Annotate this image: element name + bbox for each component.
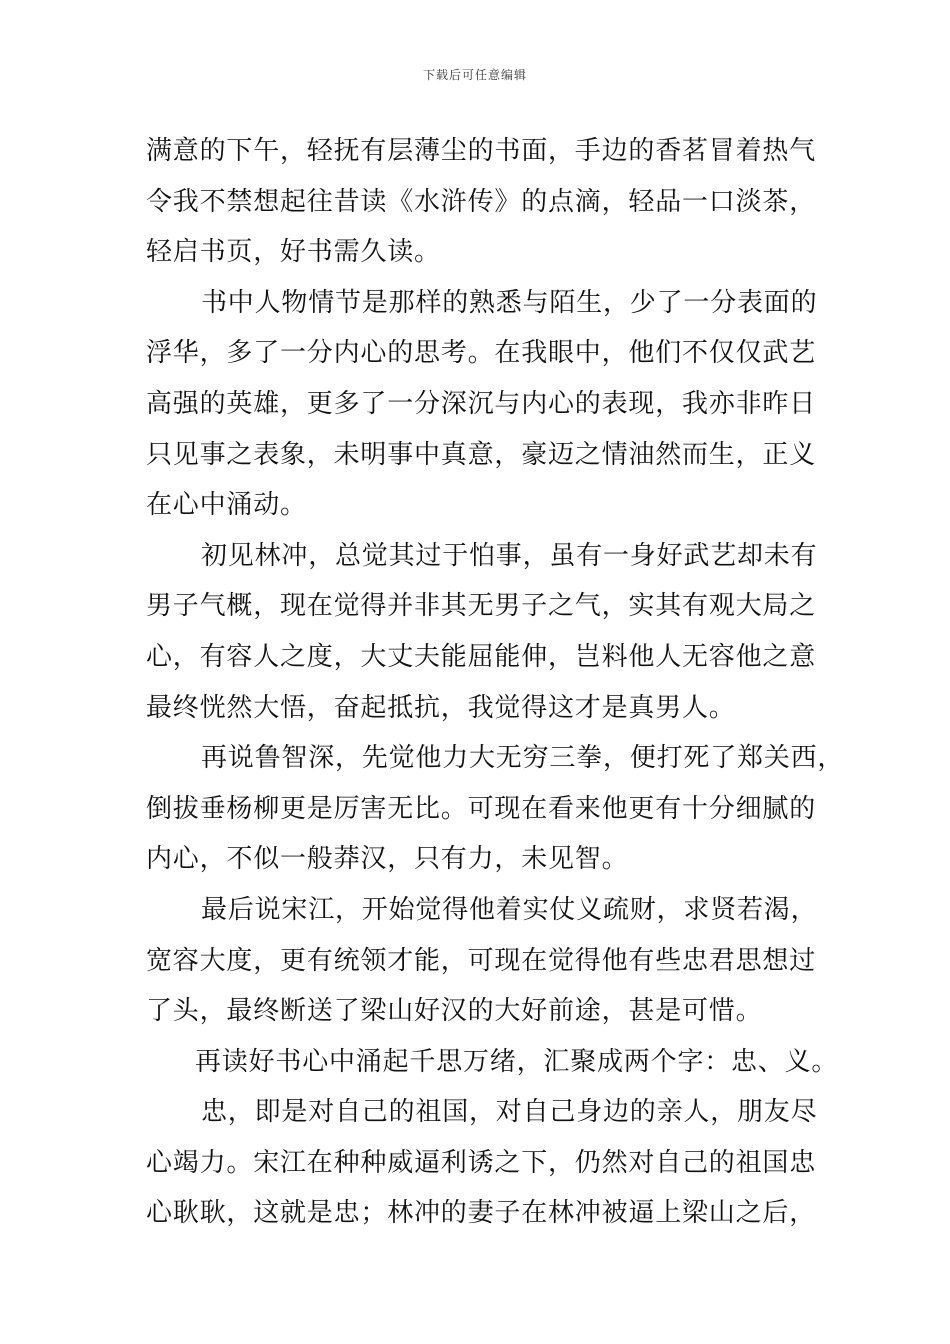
paragraph-5-line-3: 了头，最终断送了梁山好汉的大好前途，甚是可惜。: [146, 996, 763, 1027]
paragraph-4-line-1: 再说鲁智深，先觉他力大无穷三拳，便打死了郑关西，: [201, 743, 845, 774]
document-body: [146, 132, 845, 1245]
paragraph-2-line-1: 书中人物情节是那样的熟悉与陌生，少了一分表面的: [201, 287, 818, 318]
paragraph-5-line-2: 宽容大度，更有统领才能，可现在觉得他有些忠君思想过: [146, 945, 817, 976]
paragraph-3-line-4: 最终恍然大悟，奋起抵抗，我觉得这才是真男人。: [146, 692, 736, 723]
paragraph-1-line-2: 令我不禁想起往昔读《水浒传》的点滴，轻品一口淡茶，: [146, 186, 817, 217]
paragraph-3-line-2: 男子气概，现在觉得并非其无男子之气，实其有观大局之: [146, 591, 817, 622]
paragraph-7-line-2: 心竭力。宋江在种种威逼利诱之下，仍然对自己的祖国忠: [146, 1147, 817, 1178]
paragraph-3-line-1: 初见林冲，总觉其过于怕事，虽有一身好武艺却未有: [201, 540, 818, 571]
paragraph-2-line-2: 浮华，多了一分内心的思考。在我眼中，他们不仅仅武艺: [146, 338, 817, 369]
paragraph-2-line-4: 只见事之表象，未明事中真意，豪迈之情油然而生，正义: [146, 439, 817, 470]
paragraph-6-line-1: 再读好书心中涌起千思万绪，汇聚成两个字：忠、义。: [195, 1046, 839, 1077]
paragraph-1-line-3: 轻启书页，好书需久读。: [146, 237, 441, 268]
paragraph-2-line-3: 高强的英雄，更多了一分深沉与内心的表现，我亦非昨日: [146, 388, 817, 419]
paragraph-3-line-3: 心，有容人之度，大丈夫能屈能伸，岂料他人无容他之意: [146, 641, 817, 672]
paragraph-7-line-3: 心耿耿，这就是忠；林冲的妻子在林冲被逼上梁山之后，: [146, 1198, 817, 1229]
paragraph-7-line-1: 忠，即是对自己的祖国，对自己身边的亲人，朋友尽: [201, 1097, 818, 1128]
paragraph-5-line-1: 最后说宋江，开始觉得他着实仗义疏财，求贤若渴，: [201, 894, 818, 925]
paragraph-1-line-1: 满意的下午，轻抚有层薄尘的书面，手边的香茗冒着热气: [146, 136, 817, 166]
paragraph-4-line-2: 倒拔垂杨柳更是厉害无比。可现在看来他更有十分细腻的: [146, 793, 817, 824]
paragraph-4-line-3: 内心，不似一般莽汉，只有力，未见智。: [146, 844, 629, 875]
page-header: 下载后可任意编辑: [422, 68, 527, 82]
paragraph-2-line-5: 在心中涌动。: [146, 490, 307, 521]
